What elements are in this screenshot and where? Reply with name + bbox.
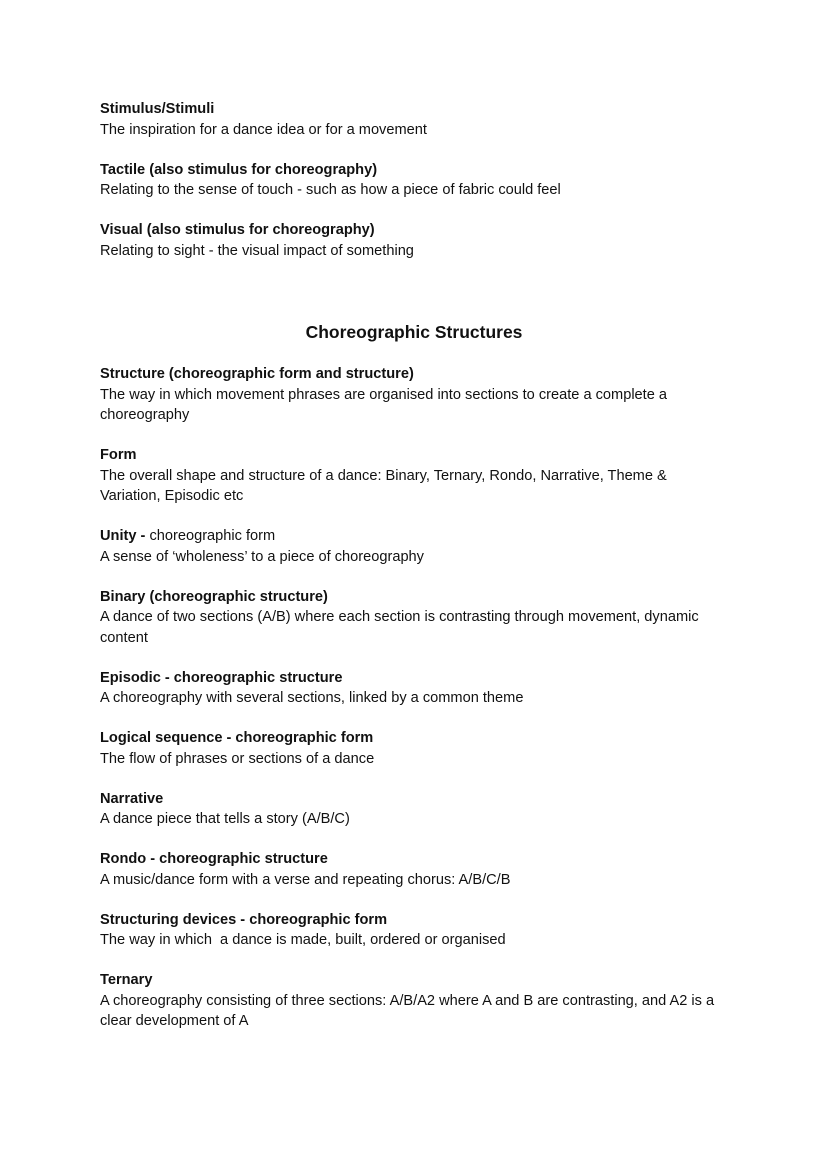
- term-suffix: choreographic form: [145, 528, 276, 544]
- glossary-entry-unity: [100, 526, 730, 567]
- glossary-entry-stimulus: [100, 99, 730, 140]
- glossary-entry-structuring-devices: [100, 910, 730, 951]
- term: Visual (also stimulus for choreography): [100, 222, 375, 238]
- glossary-entry-tactile: [100, 160, 730, 201]
- definition: A choreography consisting of three sections: A/B/A2 where A and B are contrasting, and A2 is a clear development of A: [100, 992, 715, 1029]
- definition: The overall shape and structure of a dance: Binary, Ternary, Rondo, Narrative, Theme & Variation, Episodic etc: [100, 467, 667, 504]
- term: Binary (choreographic structure): [100, 588, 328, 605]
- term: Unity -: [100, 528, 146, 544]
- definition: A choreography with several sections, linked by a common theme: [100, 690, 524, 706]
- definition: The way in which a dance is made, built, ordered or organised: [100, 932, 506, 948]
- term: Structuring devices - choreographic form: [100, 911, 388, 928]
- definition: The way in which movement phrases are organised into sections to create a complete a choreography: [100, 386, 668, 423]
- glossary-entry-ternary: [100, 970, 730, 1032]
- definition: A dance piece that tells a story (A/B/C): [100, 811, 350, 827]
- document-page: [100, 99, 730, 1051]
- definition: A dance of two sections (A/B) where each section is contrasting through movement, dynamic content: [100, 609, 699, 646]
- glossary-entry-form: [100, 445, 730, 507]
- glossary-entry-structure: [100, 364, 730, 426]
- definition: A sense of ‘wholeness’ to a piece of choreography: [100, 548, 424, 565]
- term: Narrative: [100, 790, 164, 807]
- section-heading: Choreographic Structures: [305, 322, 523, 342]
- glossary-entry-rondo: [100, 849, 730, 890]
- term: Form: [100, 447, 137, 463]
- definition: Relating to sight - the visual impact of something: [100, 242, 414, 259]
- definition: The flow of phrases or sections of a dance: [100, 750, 375, 767]
- term: Stimulus/Stimuli: [100, 101, 215, 117]
- term: Logical sequence - choreographic form: [100, 730, 374, 746]
- term: Rondo - choreographic structure: [100, 851, 328, 867]
- term: Ternary: [100, 972, 153, 988]
- definition: A music/dance form with a verse and repeating chorus: A/B/C/B: [100, 871, 511, 888]
- term: Episodic - choreographic structure: [100, 669, 343, 686]
- definition: Relating to the sense of touch - such as how a piece of fabric could feel: [100, 182, 561, 198]
- definition: The inspiration for a dance idea or for a movement: [100, 121, 427, 138]
- glossary-entry-narrative: [100, 789, 730, 830]
- term: Structure (choreographic form and structure): [100, 366, 414, 382]
- glossary-entry-binary: [100, 587, 730, 649]
- term: Tactile (also stimulus for choreography): [100, 161, 378, 178]
- glossary-entry-episodic: [100, 668, 730, 709]
- glossary-entry-logical-sequence: [100, 728, 730, 769]
- term-line: [100, 526, 730, 547]
- glossary-entry-visual: [100, 220, 730, 261]
